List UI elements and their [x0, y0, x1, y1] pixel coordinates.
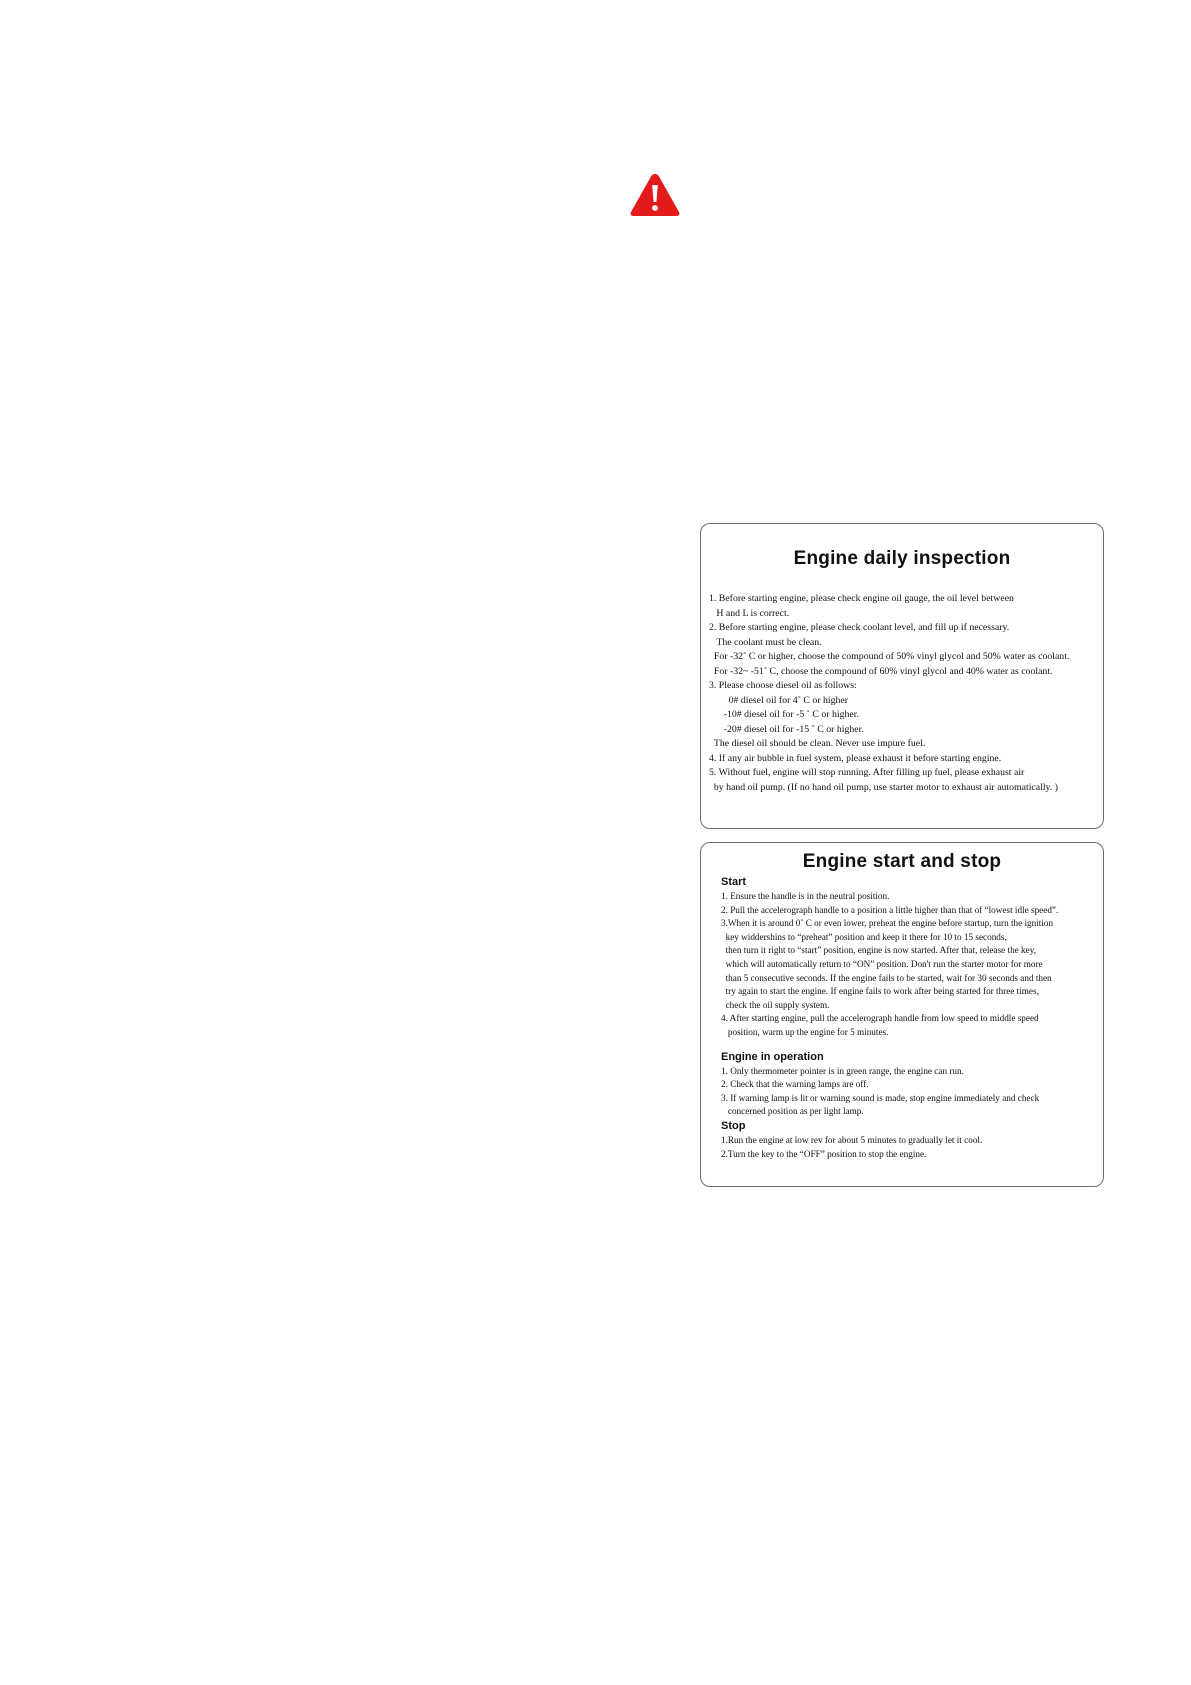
inspection-line: For -32~ -51˚ C, choose the compound of 60% vinyl glycol and 40% water as coolant. [709, 665, 1053, 677]
start-line: 3.When it is around 0˚ C or even lower, preheat the engine before startup, turn the ignition [721, 918, 1054, 929]
engine-daily-inspection-card [700, 523, 1104, 829]
stop-heading: Stop [721, 1119, 746, 1132]
start-line: which will automatically return to “ON” position. Don't run the starter motor for more [721, 958, 1043, 969]
operation-heading: Engine in operation [721, 1050, 824, 1063]
start-line: then turn it right to “start” position, engine is now started. After that, release the key, [721, 945, 1037, 956]
start-line: 1. Ensure the handle is in the neutral position. [721, 891, 890, 901]
inspection-line: 5. Without fuel, engine will stop running. After filling up fuel, please exhaust air [709, 767, 1025, 778]
start-steps [701, 890, 1103, 1040]
warning-triangle-icon [629, 172, 681, 218]
inspection-line: 2. Before starting engine, please check coolant level, and fill up if necessary. [709, 622, 1010, 633]
operation-line: 3. If warning lamp is lit or warning sound is made, stop engine immediately and check [721, 1092, 1040, 1103]
inspection-line: 1. Before starting engine, please check engine oil gauge, the oil level between [709, 593, 1014, 604]
start-line: key widdershins to “preheat” position and keep it there for 10 to 15 seconds, [721, 931, 1007, 942]
operation-line: 1. Only thermometer pointer is in green range, the engine can run. [721, 1065, 964, 1076]
stop-line: 1.Run the engine at low rev for about 5 minutes to gradually let it cool. [721, 1134, 983, 1145]
start-line: try again to start the engine. If engine fails to work after being started for three times, [721, 986, 1039, 997]
stop-steps [701, 1134, 1103, 1161]
engine-start-stop-card [700, 842, 1104, 1187]
inspection-line: The diesel oil should be clean. Never use impure fuel. [709, 738, 926, 749]
start-line: position, warm up the engine for 5 minutes. [721, 1026, 889, 1037]
daily-inspection-title: Engine daily inspection [793, 548, 1011, 569]
daily-inspection-list [701, 592, 1103, 795]
inspection-line: 4. If any air bubble in fuel system, please exhaust it before starting engine. [709, 752, 1002, 764]
inspection-line: 0# diesel oil for 4˚ C or higher [709, 694, 849, 706]
start-line: than 5 consecutive seconds. If the engine fails to be started, wait for 30 seconds and then [721, 972, 1052, 983]
start-stop-title: Engine start and stop [802, 851, 1002, 872]
start-line: 4. After starting engine, pull the accelerograph handle from low speed to middle speed [721, 1013, 1039, 1024]
inspection-line: H and L is correct. [709, 607, 790, 619]
inspection-line: 3. Please choose diesel oil as follows: [709, 680, 857, 691]
operation-line: concerned position as per light lamp. [721, 1106, 864, 1117]
inspection-line: For -32˚ C or higher, choose the compound of 50% vinyl glycol and 50% water as coolant. [709, 651, 1070, 662]
start-line: check the oil supply system. [721, 999, 830, 1010]
start-line: 2. Pull the accelerograph handle to a position a little higher than that of “lowest idle speed”. [721, 904, 1059, 915]
inspection-line: -10# diesel oil for -5 ˚ C or higher. [709, 709, 859, 720]
inspection-line: -20# diesel oil for -15 ˚ C or higher. [709, 723, 864, 735]
inspection-line: The coolant must be clean. [709, 636, 822, 648]
stop-line: 2.Turn the key to the “OFF” position to stop the engine. [721, 1148, 927, 1159]
start-heading: Start [721, 876, 747, 888]
operation-line: 2. Check that the warning lamps are off. [721, 1079, 869, 1090]
operation-steps [701, 1065, 1103, 1119]
inspection-line: by hand oil pump. (If no hand oil pump, use starter motor to exhaust air automatically. ) [709, 781, 1058, 793]
